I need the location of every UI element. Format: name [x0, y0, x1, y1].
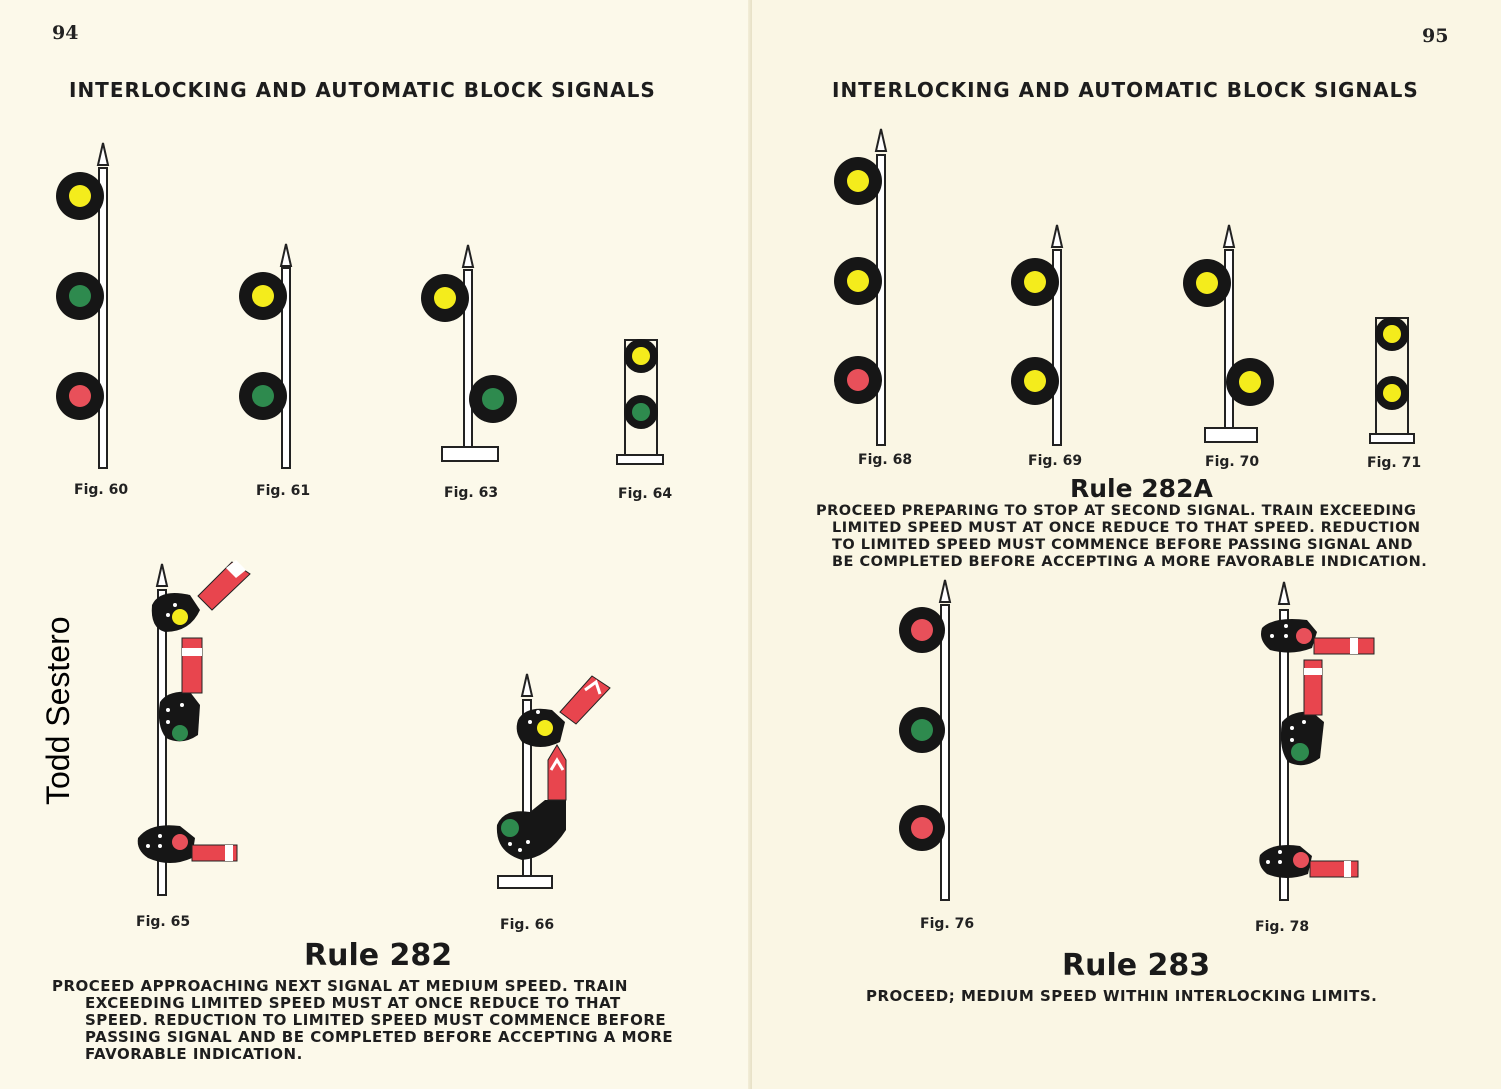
fig-78-signal: [1259, 582, 1374, 900]
fig-65-signal: [138, 560, 250, 895]
page-header-left: INTERLOCKING AND AUTOMATIC BLOCK SIGNALS: [69, 78, 656, 102]
page-header-right: INTERLOCKING AND AUTOMATIC BLOCK SIGNALS: [832, 78, 1419, 102]
rule-282-line: PROCEED APPROACHING NEXT SIGNAL AT MEDIUM SPEED. TRAIN: [52, 977, 628, 995]
fig-71-signal: [1370, 317, 1414, 443]
fig-68-signal: [834, 129, 886, 445]
fig-61-signal: [239, 244, 291, 468]
fig-63-label: Fig. 63: [444, 485, 499, 501]
rule-282a-text: [816, 503, 1427, 571]
fig-64-label: Fig. 64: [618, 486, 673, 502]
rule-282-title: Rule 282: [304, 938, 453, 973]
rule-283-text: [866, 988, 1377, 1005]
fig-76-signal: [899, 580, 950, 900]
fig-71-label: Fig. 71: [1367, 455, 1422, 471]
fig-60-signal: [56, 143, 108, 468]
fig-61-label: Fig. 61: [256, 483, 311, 499]
watermark-text: Todd Sestero: [40, 616, 76, 805]
fig-69-signal: [1011, 225, 1062, 445]
rule-283-line: PROCEED; MEDIUM SPEED WITHIN INTERLOCKING LIMITS.: [866, 987, 1378, 1005]
fig-66-signal: [497, 674, 610, 888]
fig-65-label: Fig. 65: [136, 914, 191, 930]
rule-282a-title: Rule 282A: [1070, 474, 1213, 503]
rule-282a-line: BE COMPLETED BEFORE ACCEPTING A MORE FAVORABLE INDICATION.: [832, 554, 1428, 570]
page-right: [752, 0, 1501, 1089]
rule-282a-line: TO LIMITED SPEED MUST COMMENCE BEFORE PASSING SIGNAL AND: [832, 537, 1413, 553]
rule-282-text: [52, 978, 673, 1063]
fig-69-label: Fig. 69: [1028, 453, 1083, 469]
rule-282-line: PASSING SIGNAL AND BE COMPLETED BEFORE ACCEPTING A MORE: [85, 1028, 674, 1046]
fig-63-signal: [421, 245, 517, 461]
fig-60-label: Fig. 60: [74, 482, 129, 498]
rule-282a-line: PROCEED PREPARING TO STOP AT SECOND SIGNAL. TRAIN EXCEEDING: [816, 503, 1417, 519]
fig-70-signal: [1183, 225, 1274, 442]
fig-76-label: Fig. 76: [920, 916, 975, 932]
rule-282a-line: LIMITED SPEED MUST AT ONCE REDUCE TO THAT SPEED. REDUCTION: [832, 520, 1421, 536]
rule-282-line: SPEED. REDUCTION TO LIMITED SPEED MUST COMMENCE BEFORE: [85, 1011, 667, 1029]
rule-283-title: Rule 283: [1062, 948, 1211, 983]
rule-282-line: FAVORABLE INDICATION.: [85, 1045, 303, 1063]
fig-66-label: Fig. 66: [500, 917, 555, 933]
page-number-left: 94: [52, 22, 79, 44]
page-number-right: 95: [1422, 25, 1449, 47]
fig-78-label: Fig. 78: [1255, 919, 1310, 935]
fig-68-label: Fig. 68: [858, 452, 913, 468]
rule-282-line: EXCEEDING LIMITED SPEED MUST AT ONCE REDUCE TO THAT: [85, 994, 621, 1012]
fig-70-label: Fig. 70: [1205, 454, 1260, 470]
fig-64-signal: [617, 339, 663, 464]
